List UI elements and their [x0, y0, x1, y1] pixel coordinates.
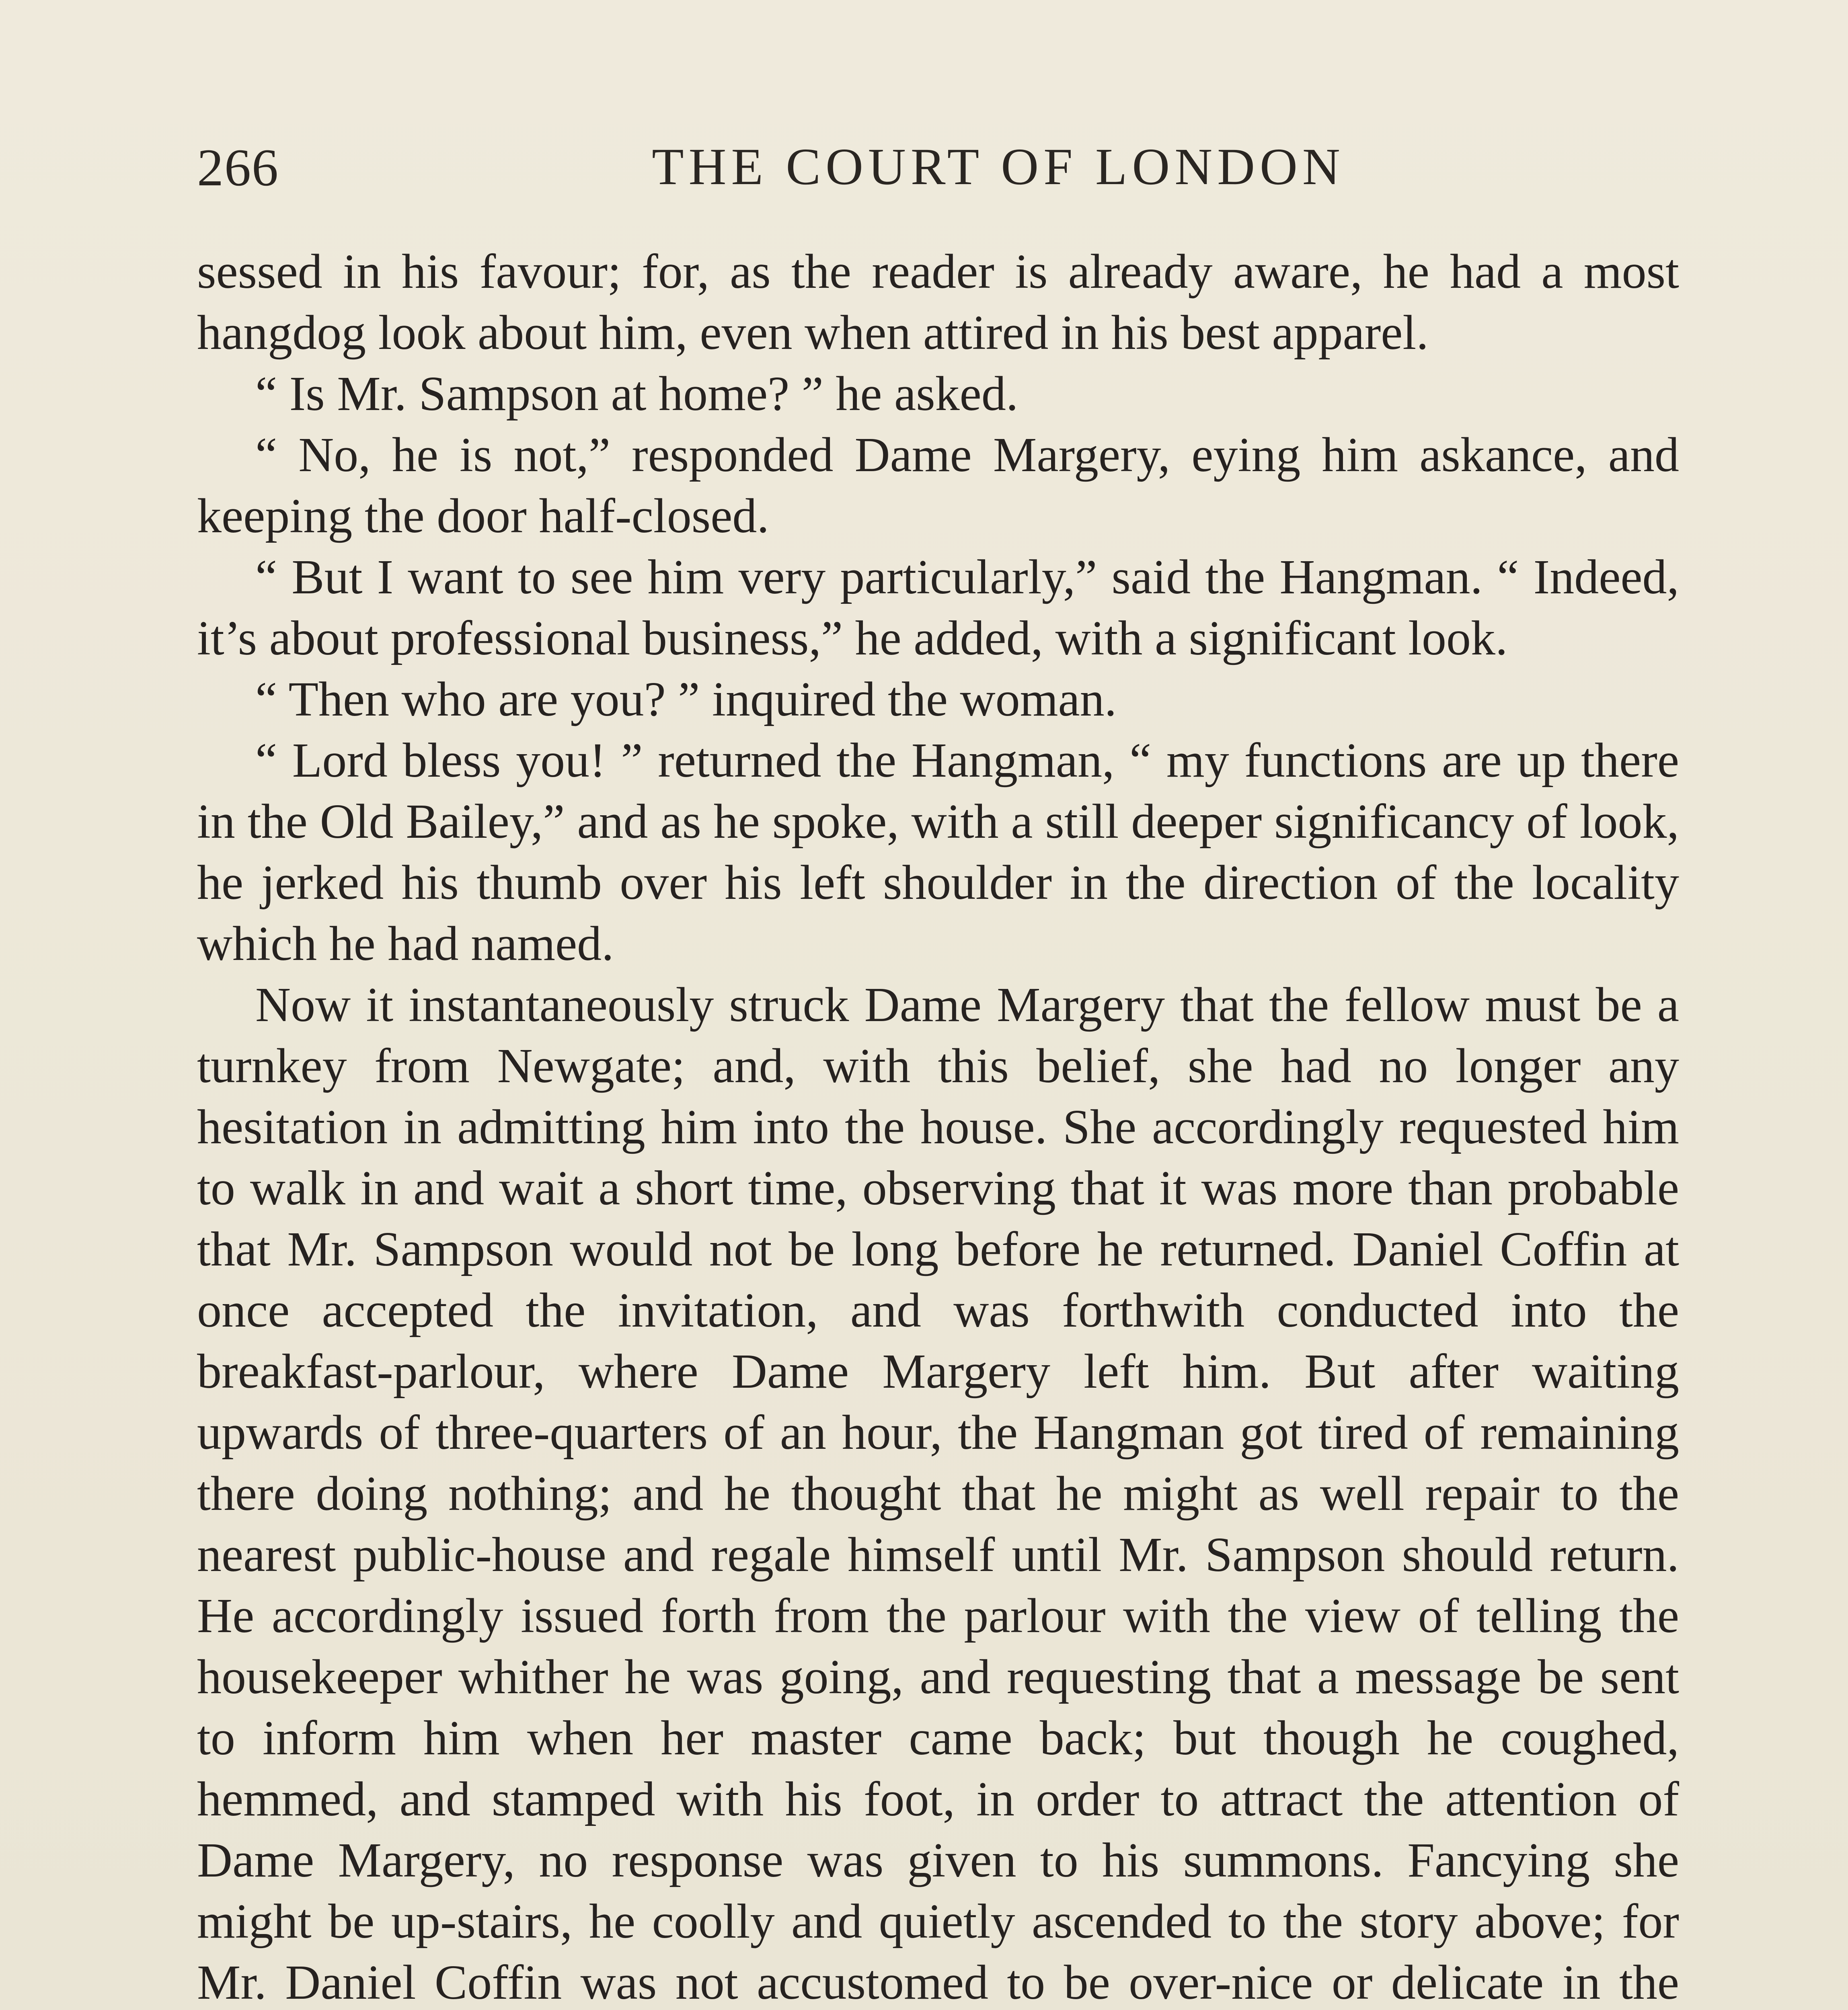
paragraph: “ Is Mr. Sampson at home? ” he asked. — [255, 367, 1018, 421]
paragraph: “ No, he is not,” responded Dame Margery, eying him askance, and keeping the door half-closed. — [197, 428, 1679, 543]
paragraph: “ Lord bless you! ” returned the Hangman, “ my functions are up there in the Old Bailey,” and as he spoke, with a still deeper significancy of look, he jerked his thumb over his left shoulder in the direction of the locality which he had named. — [197, 733, 1679, 971]
page-header — [197, 137, 1679, 205]
paragraph: Now it instantaneously struck Dame Margery that the fellow must be a turnkey from Newgate; and, with this belief, she had no longer any hesitation in admitting him into the house. She accordingly requested him to walk in and wait a short time, observing that it was more than probable that Mr. Sampson would not be long before he returned. Daniel Coffin at once accepted the invitation, and was forthwith conducted into the breakfast-parlour, where Dame Margery left him. But after waiting upwards of three-quarters of an hour, the Hangman got tired of remaining there doing nothing; and he thought that he might as well repair to the nearest public-house and regale himself until Mr. Sampson should return. He accordingly issued forth from the parlour with the view of telling the housekeeper whither he was going, and requesting that a message be sent to inform him when her master came back; but though he coughed, hemmed, and stamped with his foot, in order to attract the attention of Dame Margery, no response was given to his summons. Fancying she might be up-stairs, he coolly and quietly ascended to the story above; for Mr. Daniel Coffin was not accustomed to be over-nice or delicate in the — [197, 978, 1679, 2010]
running-head: THE COURT OF LONDON — [652, 138, 1345, 196]
paragraph: “ But I want to see him very particularly,” said the Hangman. “ Indeed, it’s about professional business,” he added, with a significant look. — [197, 550, 1679, 665]
page-number: 266 — [197, 138, 279, 197]
body-text — [197, 241, 1679, 2010]
paragraph: “ Then who are you? ” inquired the woman. — [255, 672, 1117, 726]
paragraph: sessed in his favour; for, as the reader is already aware, he had a most hangdog look about him, even when attired in his best apparel. — [197, 244, 1679, 360]
